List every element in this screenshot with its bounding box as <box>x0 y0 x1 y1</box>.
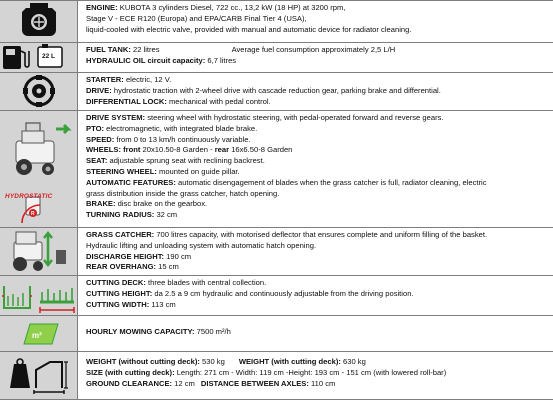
icon-cell <box>0 43 78 72</box>
mowing-area-icon <box>0 316 78 351</box>
spec-line: SEAT: adjustable sprung seat with reclining backrest. <box>86 156 265 166</box>
spec-line: GROUND CLEARANCE: 12 cm DISTANCE BETWEEN AXLES: 110 cm <box>86 378 336 388</box>
text-cell <box>78 228 553 275</box>
spec-line: DISCHARGE HEIGHT: 190 cm <box>86 251 192 261</box>
spec-row-fuel <box>0 42 553 72</box>
spec-line: TURNING RADIUS: 32 cm <box>86 210 178 220</box>
spec-line: Hydraulic lifting and unloading system with automatic hatch opening. <box>86 240 317 250</box>
spec-row-grass-catcher <box>0 227 553 275</box>
icon-cell <box>0 111 78 227</box>
text-cell <box>78 111 553 227</box>
spec-line: grass distribution inside the grass catcher, hatch opening. <box>86 188 280 198</box>
spec-line: FUEL TANK: 22 litres Average fuel consumption approximately 2,5 L/H <box>86 45 396 54</box>
transmission-icon <box>0 73 78 110</box>
svg-text:R: R <box>31 211 35 217</box>
mower-hydrostatic-icon <box>0 111 78 227</box>
spec-line: GRASS CATCHER: 700 litres capacity, with motorised deflector that ensures complete and uniform filling of the basket. <box>86 230 488 239</box>
spec-row-weight <box>0 351 553 400</box>
icon-cell <box>0 276 78 315</box>
icon-cell <box>0 228 78 275</box>
text-cell <box>78 316 553 351</box>
svg-text:m²: m² <box>32 331 42 340</box>
spec-row-drive-system <box>0 110 553 227</box>
icon-cell <box>0 316 78 351</box>
spec-line: SPEED: from 0 to 13 km/h continuously variable. <box>86 134 251 144</box>
tank-capacity-badge: 22 L <box>42 53 56 60</box>
spec-line: DRIVE SYSTEM: steering wheel with hydrostatic steering, with pedal-operated forward and reverse gears. <box>86 113 444 122</box>
spec-row-mowing-capacity <box>0 315 553 351</box>
icon-cell <box>0 352 78 399</box>
text-cell <box>78 43 553 72</box>
text-cell <box>78 1 553 42</box>
engine-icon <box>0 1 78 42</box>
spec-line: HOURLY MOWING CAPACITY: 7500 m²/h <box>86 327 231 336</box>
spec-line: CUTTING WIDTH: 113 cm <box>86 299 176 309</box>
spec-row-drive <box>0 72 553 110</box>
spec-line: SIZE (with cutting deck): Length: 271 cm - Width: 119 cm -Height: 193 cm - 151 cm (with lowered roll-bar) <box>86 367 447 377</box>
spec-line: STARTER: electric, 12 V. <box>86 75 172 84</box>
fuel-tank-icon <box>0 43 78 72</box>
icon-cell <box>0 73 78 110</box>
spec-row-engine <box>0 0 553 42</box>
spec-line: ENGINE: KUBOTA 3 cylinders Diesel, 722 cc., 13,2 kW (18 HP) at 3200 rpm, <box>86 3 346 12</box>
spec-line: DIFFERENTIAL LOCK: mechanical with pedal control. <box>86 96 271 106</box>
spec-line: WEIGHT (without cutting deck): 530 kg WEIGHT (with cutting deck): 630 kg <box>86 357 366 366</box>
grass-catcher-icon <box>0 228 78 275</box>
spec-row-cutting-deck <box>0 275 553 315</box>
hydrostatic-label: HYDROSTATIC <box>5 193 53 200</box>
icon-cell <box>0 1 78 42</box>
spec-line: CUTTING DECK: three blades with central collection. <box>86 278 267 287</box>
text-cell <box>78 73 553 110</box>
weight-dimensions-icon <box>0 352 78 399</box>
spec-line: CUTTING HEIGHT: da 2.5 a 9 cm hydraulic and continuously adjustable from the driving position. <box>86 288 414 298</box>
spec-line: BRAKE: disc brake on the gearbox. <box>86 199 208 209</box>
spec-line: WHEELS: front 20x10.50-8 Garden - rear 16x6.50-8 Garden <box>86 145 293 155</box>
spec-line: liquid-cooled with electric valve, provided with manual and automatic device for radiator cleaning. <box>86 24 412 34</box>
text-cell <box>78 276 553 315</box>
cutting-deck-icon <box>0 276 78 315</box>
spec-line: AUTOMATIC FEATURES: automatic disengagement of blades when the grass catcher is full, radiator cleaning, electric <box>86 177 487 187</box>
spec-line: STEERING WHEEL: mounted on guide pillar. <box>86 166 240 176</box>
spec-line: REAR OVERHANG: 15 cm <box>86 262 179 272</box>
text-cell <box>78 352 553 399</box>
spec-line: Stage V - ECE R120 (Europa) and EPA/CARB Final Tier 4 (USA), <box>86 13 307 23</box>
spec-line: HYDRAULIC OIL circuit capacity: 6,7 litres <box>86 55 237 65</box>
spec-line: PTO: electromagnetic, with integrated blade brake. <box>86 123 258 133</box>
spec-line: DRIVE: hydrostatic traction with 2-wheel drive with cascade reduction gear, parking brake and differential. <box>86 85 441 95</box>
